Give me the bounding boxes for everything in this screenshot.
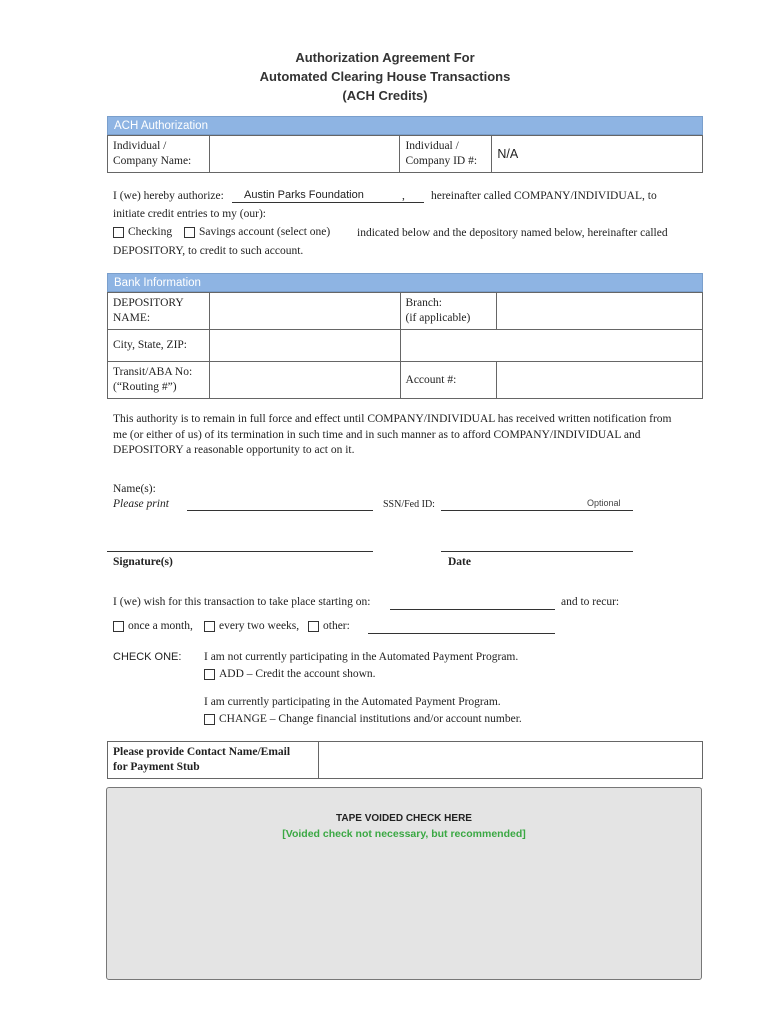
contact-table [107, 741, 703, 779]
other-field[interactable] [368, 633, 555, 634]
other-option[interactable] [308, 620, 350, 632]
authorize-comma: , [402, 190, 405, 202]
form-title-line2: Automated Clearing House Transactions [259, 69, 511, 84]
add-option[interactable] [204, 668, 376, 680]
voided-check-note: [Voided check not necessary, but recommended] [282, 828, 526, 840]
please-print-label: Please print [113, 498, 169, 510]
checking-label: Checking [128, 226, 173, 238]
savings-checkbox[interactable] [184, 227, 195, 238]
change-option[interactable] [204, 713, 522, 725]
individual-company-id-label: Individual / Company ID #: [400, 136, 492, 173]
savings-label: Savings account (select one) [199, 226, 331, 238]
city-state-zip-label: City, State, ZIP: [108, 330, 210, 362]
date-label: Date [448, 556, 471, 568]
once-a-month-label: once a month, [128, 620, 193, 632]
other-checkbox[interactable] [308, 621, 319, 632]
not-participating-text: I am not currently participating in the Automated Payment Program. [204, 651, 519, 663]
every-two-weeks-option[interactable] [204, 620, 299, 632]
checking-checkbox[interactable] [113, 227, 124, 238]
start-date-field[interactable] [390, 609, 555, 610]
bank-information-table [107, 292, 703, 399]
authority-line3: DEPOSITORY a reasonable opportunity to act on it. [113, 444, 355, 456]
individual-company-name-field[interactable] [209, 136, 400, 173]
account-number-field[interactable] [497, 362, 703, 399]
bank-information-header: Bank Information [107, 273, 703, 292]
ssn-field[interactable] [441, 510, 633, 511]
names-label: Name(s): [113, 483, 156, 495]
contact-label-line2: for Payment Stub [113, 761, 200, 773]
account-number-label: Account #: [400, 362, 497, 399]
authorize-line4: DEPOSITORY, to credit to such account. [113, 245, 304, 257]
signature-field[interactable] [107, 551, 373, 552]
add-checkbox[interactable] [204, 669, 215, 680]
transit-aba-field[interactable] [209, 362, 400, 399]
contact-field[interactable] [318, 742, 702, 779]
voided-check-title: TAPE VOIDED CHECK HERE [336, 813, 472, 824]
individual-company-name-label: Individual / Company Name: [108, 136, 210, 173]
date-field[interactable] [441, 551, 633, 552]
authorize-line3-suffix: indicated below and the depository named below, hereinafter called [357, 227, 668, 239]
once-a-month-checkbox[interactable] [113, 621, 124, 632]
authority-line1: This authority is to remain in full force and effect until COMPANY/INDIVIDUAL has received written notification from [113, 413, 672, 425]
start-date-label: I (we) wish for this transaction to take place starting on: [113, 596, 371, 608]
branch-label: Branch: (if applicable) [400, 293, 497, 330]
check-one-label: CHECK ONE: [113, 651, 182, 663]
add-label: ADD – Credit the account shown. [219, 668, 376, 680]
authorize-suffix: hereinafter called COMPANY/INDIVIDUAL, to [431, 190, 657, 202]
authorized-company-field[interactable] [232, 189, 424, 203]
authority-line2: me (or either of us) of its termination in such time and in such manner as to afford COMPANY/INDIVIDUAL and [113, 428, 641, 441]
savings-option[interactable] [184, 226, 330, 238]
individual-company-id-field[interactable]: N/A [492, 136, 703, 173]
authorize-prefix: I (we) hereby authorize: [113, 190, 224, 202]
city-state-zip-field[interactable] [209, 330, 400, 362]
ssn-optional-hint: Optional [587, 498, 621, 508]
change-label: CHANGE – Change financial institutions and/or account number. [219, 713, 522, 725]
depository-name-field[interactable] [209, 293, 400, 330]
transit-aba-label: Transit/ABA No: (“Routing #”) [108, 362, 210, 399]
depository-name-label: DEPOSITORY NAME: [108, 293, 210, 330]
form-title-line3: (ACH Credits) [342, 88, 428, 103]
signature-label: Signature(s) [113, 556, 173, 568]
authorize-line2: initiate credit entries to my (our): [113, 208, 266, 220]
names-field[interactable] [187, 510, 373, 511]
ach-authorization-header: ACH Authorization [107, 116, 703, 135]
city-state-zip-extra-field[interactable] [400, 330, 702, 362]
contact-label [108, 742, 319, 779]
contact-label-line1: Please provide Contact Name/Email [113, 746, 291, 758]
ach-authorization-table [107, 135, 703, 173]
ssn-label: SSN/Fed ID: [383, 499, 435, 510]
recur-label: and to recur: [561, 596, 620, 608]
participating-text: I am currently participating in the Automated Payment Program. [204, 696, 501, 708]
checking-option[interactable] [113, 226, 172, 238]
authorized-company-value: Austin Parks Foundation [244, 189, 364, 201]
every-two-weeks-label: every two weeks, [219, 620, 300, 632]
once-a-month-option[interactable] [113, 620, 193, 632]
branch-field[interactable] [497, 293, 703, 330]
form-title-line1: Authorization Agreement For [295, 50, 475, 65]
authority-paragraph [113, 412, 671, 459]
other-label: other: [323, 620, 350, 632]
every-two-weeks-checkbox[interactable] [204, 621, 215, 632]
change-checkbox[interactable] [204, 714, 215, 725]
